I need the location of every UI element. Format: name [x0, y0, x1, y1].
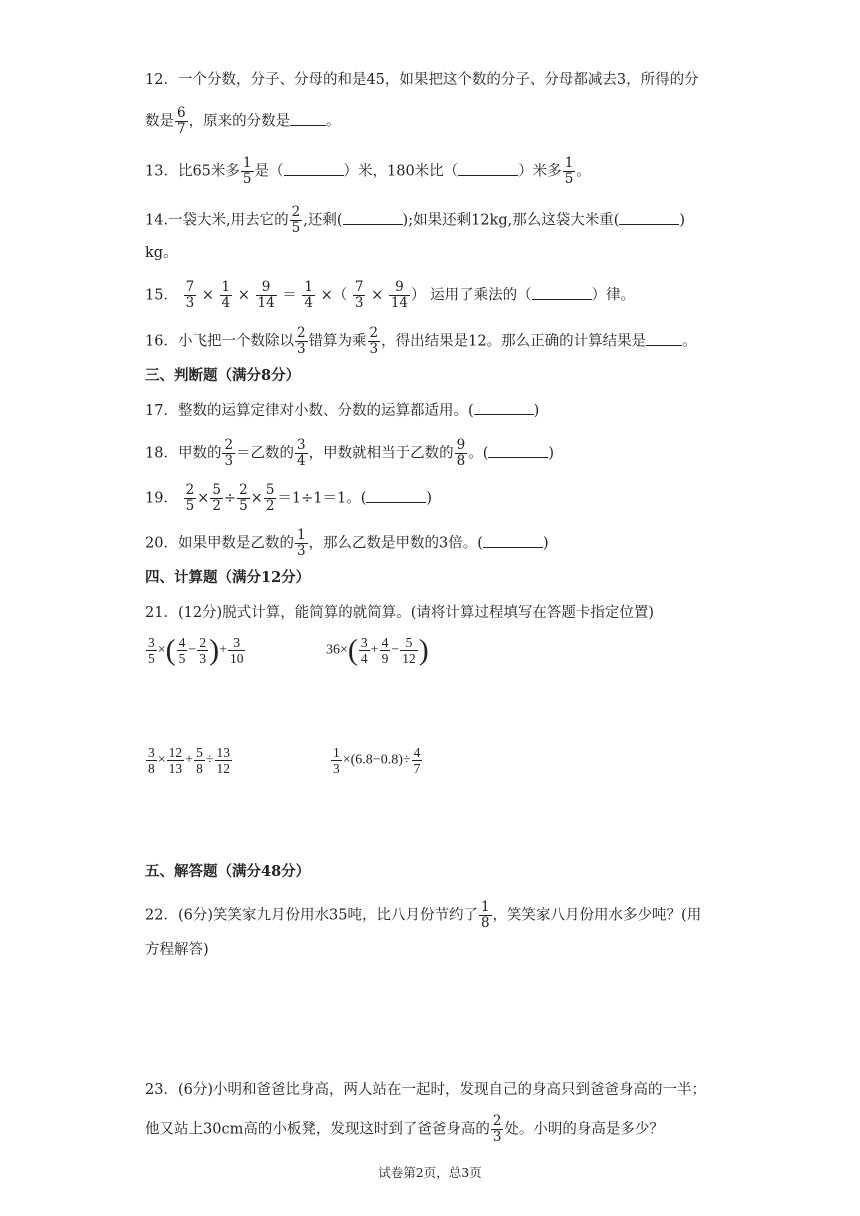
answer-blank[interactable]: [488, 443, 548, 458]
calc-expression-4: $\frac{1}{3}$ ×(6.8−0.8)÷ $\frac{4}{7}$: [333, 745, 421, 776]
calc-expression-2: 36×( $\frac{3}{4}$ + $\frac{4}{9}$ − $\frac{5}{12}$ ): [326, 633, 429, 667]
q14-line2: kg。: [145, 245, 178, 261]
answer-blank[interactable]: [532, 285, 592, 300]
answer-blank[interactable]: [458, 161, 518, 176]
q12-line2: 数是 $\frac{6}{7}$ ，原来的分数是 。: [145, 105, 341, 137]
q18: 18．甲数的 $\frac{2}{3}$ ＝乙数的 $\frac{3}{4}$ ，甲数就相当于乙数的 $\frac{9}{8}$ 。( ): [145, 437, 555, 469]
answer-blank[interactable]: [483, 533, 543, 548]
answer-blank[interactable]: [646, 331, 682, 346]
answer-blank[interactable]: [290, 111, 326, 126]
q21: 21．(12分)脱式计算，能简算的就简算。(请将计算过程填写在答题卡指定位置): [145, 605, 655, 621]
q19: 19． $\frac{2}{5}$ × $\frac{5}{2}$ ÷ $\frac{2}{5}$ × $\frac{5}{2}$ ＝1÷1＝1。( ): [145, 482, 433, 514]
answer-blank[interactable]: [619, 210, 679, 225]
answer-blank[interactable]: [284, 161, 344, 176]
section-heading-judgement: 三、判断题（满分8分）: [145, 367, 301, 384]
q15: 15． $\frac{7}{3}$ × $\frac{1}{4}$ × $\frac{9}{14}$ ＝ $\frac{1}{4}$ ×（ $\frac{7}{3}$ × $\frac{9}{14}$ ） 运用了乘法的（ ）律。: [145, 279, 636, 311]
q17: 17．整数的运算定律对小数、分数的运算都适用。( ): [145, 400, 539, 421]
q22-line2: 方程解答): [145, 942, 209, 958]
calc-expression-1: $\frac{3}{5}$ ×( $\frac{4}{5}$ − $\frac{2}{3}$ )+ $\frac{3}{10}$: [148, 633, 244, 667]
q20: 20．如果甲数是乙数的 $\frac{1}{3}$ ，那么乙数是甲数的3倍。( ): [145, 527, 549, 559]
answer-blank[interactable]: [343, 210, 403, 225]
q16: 16．小飞把一个数除以 $\frac{2}{3}$ 错算为乘 $\frac{2}{3}$ ，得出结果是12。那么正确的计算结果是 。: [145, 325, 697, 357]
answer-blank[interactable]: [366, 488, 426, 503]
answer-blank[interactable]: [474, 400, 534, 415]
section-heading-calculation: 四、计算题（满分12分）: [145, 569, 311, 586]
section-heading-word-problems: 五、解答题（满分48分）: [145, 863, 311, 880]
q22-line1: 22．(6分)笑笑家九月份用水35吨，比八月份节约了 $\frac{1}{8}$ ，笑笑家八月份用水多少吨？(用: [145, 899, 702, 931]
q13: 13．比65米多 $\frac{1}{5}$ 是（ ）米，180米比（ ）米多 $\frac{1}{5}$ 。: [145, 155, 591, 187]
page-footer: 试卷第2页，总3页: [378, 1165, 482, 1180]
q14-line1: 14.一袋大米,用去它的 $\frac{2}{5}$ ,还剩( );如果还剩12kg,那么这袋大米重( ): [145, 204, 686, 236]
fraction: $\frac{6}{7}$: [177, 105, 186, 137]
q23-line1: 23．(6分)小明和爸爸比身高，两人站在一起时，发现自己的身高只到爸爸身高的一半；: [145, 1082, 706, 1098]
calc-expression-3: $\frac{3}{8}$ × $\frac{12}{13}$ + $\frac{5}{8}$ ÷ $\frac{13}{12}$: [148, 745, 230, 776]
q23-line2: 他又站上30cm高的小板凳，发现这时到了爸爸身高的 $\frac{2}{3}$ 处。小明的身高是多少？: [145, 1113, 664, 1145]
q12-line1: 12．一个分数，分子、分母的和是45，如果把这个数的分子、分母都减去3，所得的分: [145, 72, 699, 88]
